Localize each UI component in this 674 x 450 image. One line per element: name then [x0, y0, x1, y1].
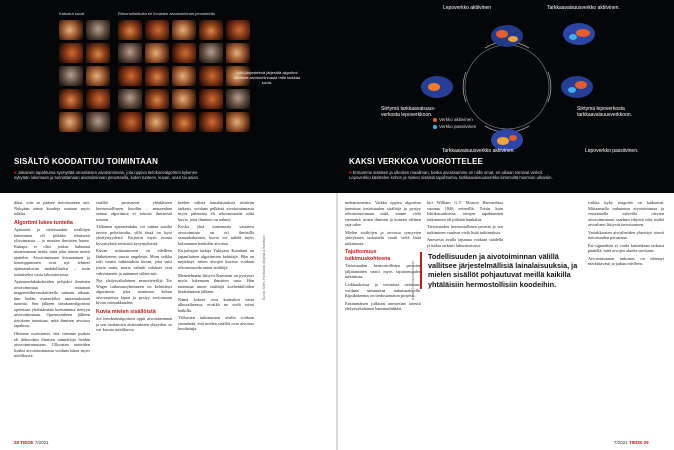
issue-number: 7/2021	[614, 440, 628, 445]
brain-left	[421, 76, 453, 98]
legend-passive-label: Verkko passiivinen	[439, 124, 477, 129]
right-panel-caption	[349, 170, 659, 180]
active-dot-icon	[433, 118, 437, 122]
body-paragraph: Esi-signaalista ei voida kuitenkaan tarkasti päätellä, mitä aivojen alueita tarvitaan.	[588, 242, 664, 254]
body-paragraph: Koska yhtä tuntemusta vastaava aivotoiminta on eri ihmisillä samankaltainen, kuvia voi nähdä myös kolmannen henkilön aivoista.	[178, 224, 254, 246]
viewed-image	[59, 89, 83, 109]
text-column-3	[178, 200, 254, 438]
body-paragraph: Ensimmäisen julkisen anestesian toteutti yhdysvaltalainen hammaslääkäri.	[345, 300, 421, 312]
body-paragraph: Menetelmään liittyvä Kamitani on pystynyt myös lukemaan ihmisten unia. Hän tunnistaa unien sisältöjä koehenkilöiden herättämisen jälkeen.	[178, 272, 254, 295]
photo-credit: Kuvat: Tutkimuksen kuvat	[411, 261, 415, 300]
reconstructed-image	[199, 43, 223, 63]
cycle-arrow	[548, 72, 551, 102]
body-paragraph: Nämä kokeet ovat kuitenkin vasta alkuvaiheessa, eivätkä ne vielä toimi kaikilla.	[178, 296, 254, 313]
reconstructed-image	[118, 20, 142, 40]
viewed-image	[59, 66, 83, 86]
magazine-name: TIEDE	[629, 440, 643, 445]
brain-network-cycle-diagram	[387, 12, 627, 162]
label-default-passive: Lepoverkko passiivinen.	[585, 148, 639, 154]
body-paragraph: mekanismeista. Vaikka oppiva algoritmi tunnistaa tietoisuuden sisältöjä ja pystyy rekonstruoimaan niitä, emme vielä ymmärrä, miten ihmisen ja koneen välinen raja tulee.	[345, 200, 421, 228]
label-transition-to-default: Siirtymä tarkkaavaisuusverkosta lepoverkkoon.	[381, 106, 436, 118]
body-paragraph: kiri William G.T. Morton Harvardissa vuonna 1846 eetterillä. Toisin kuin lehtikuvauksissa, aivojen tapahtumien tutkiminen oli pitkään hankalaa.	[427, 200, 503, 222]
text-column-4	[345, 200, 421, 438]
cycle-ring	[465, 45, 549, 129]
viewed-image	[86, 112, 110, 132]
reconstructed-images-grid	[118, 20, 250, 132]
section-subheading: Tajuttomuus tutkimuskohteena	[345, 249, 391, 262]
section-subheading: Algoritmi lukee tunteita	[14, 219, 73, 226]
magazine-name: TIEDE	[20, 440, 34, 445]
brain-decoding-figure	[0, 0, 337, 193]
body-paragraph: Mielen sisältöjen ja aivoissa syntyvien yhteyksien tarkastelu vaatii vielä lisää tutkimusta.	[345, 229, 421, 246]
body-paragraph: Tällainen ajatustenluku voi tuntua uusilta tavoin pelottavalta, sillä tässä on kyse yksityisyydestä. Kirjoitin myös monia kysymyksiä eettisistä kysymyksistä.	[96, 224, 172, 246]
left-panel-title: SISÄLTÖ KOODATTUU TOIMINTAAN	[14, 157, 159, 166]
label-attention-active-bottom: Tarkkaavaisuusverkko aktiivinen.	[442, 148, 515, 154]
right-caption-line2: Lepoverkko käsittelee kehon ja mielen sisäisiä tapahtumia, tarkkaavaisuusverkko kimmoiltä huomion ulkoisiin.	[349, 175, 553, 181]
pull-quote: Todellisuuden ja aivotoiminnan välillä vallitsee järjestelmällisiä lainalaisuuksia, ja mielen sisällöt pohjautuvat meillä kaikilla yhtäläisiin hermostollisiin koodeihin.	[420, 252, 578, 289]
caption-bullet-icon: ■	[14, 170, 18, 175]
reconstructed-image	[199, 20, 223, 40]
body-paragraph: Tällaisten tutkimusten avulla voidaan ymmärtää, että mielen sisällöt ovat aivoissa koodattuja.	[178, 315, 254, 332]
reconstructed-image	[145, 43, 169, 63]
viewed-image	[59, 20, 83, 40]
group-label-viewed: Katsotut kuvat	[59, 11, 85, 16]
reconstructed-image	[199, 66, 223, 86]
page-number: 29	[643, 440, 649, 445]
text-column-1	[14, 200, 90, 438]
folio-right	[614, 440, 649, 445]
brain-top	[491, 25, 523, 47]
left-caption-line2: nykyään lukemaan ja tunnistamaan aivotoiminnan perusteella, kuten tunteen, kuvan, unen tai asian.	[14, 175, 200, 181]
photo-credit: Kuvat: Shen, Horikawa, Majima & Kamitani	[262, 235, 266, 300]
reconstructed-image	[226, 20, 250, 40]
viewed-image	[59, 43, 83, 63]
reconstructed-image	[145, 20, 169, 40]
body-paragraph: Tietoisuuden hermostollinen perusta ja sen tutkiminen vaativat vielä lisää tutkimuksia.	[427, 224, 503, 235]
body-paragraph: Ajatustenlukukokeiden pohjaksi ihmisten aivotoimintaa mitataan magneettikuvauslaitteella samaan aikaan, kun hedän esimerkiksi tuntemuksiaan tunteita. Sen jälkeen tietokonealgoritmi opetetaan yhdistämään koetuntuma tiettyyn aivotoimintaan. Opetusvaiheen jälkeen tietokone tunnistaa, mitä ihmisen aivoissa tapahtuu.	[14, 279, 90, 329]
reconstructed-image	[172, 43, 196, 63]
reconstructed-image	[118, 43, 142, 63]
left-panel-caption	[14, 170, 314, 180]
reconstructed-image	[226, 112, 250, 132]
network-alternation-figure	[337, 0, 674, 193]
viewed-image	[86, 89, 110, 109]
legend-passive	[433, 124, 476, 129]
reconstructed-image	[172, 66, 196, 86]
text-column-6	[588, 200, 664, 438]
reconstructed-image	[118, 89, 142, 109]
cycle-arrow	[463, 72, 466, 102]
body-paragraph: Tietoisuuden hermostollisten perustan jäljittäminen vaatii myös tajuttomuuden tutkimista.	[345, 263, 421, 280]
reconstructed-image	[172, 20, 196, 40]
text-column-2	[96, 200, 172, 438]
body-paragraph: Kirjoittajan tutkija Yukiyasu Kamitani on japanilainen algoritmien kehittäjä. Hän on näyttänyt, miten aivojen kuvista voidaan rekonstruoida unien sisältöjä.	[178, 248, 254, 271]
body-paragraph: Leikkauksissa ja voinnissa tietoisuus voidaan sammuttaa nukutusaineilla. Kipukokemus on tiedostamaton prosessi.	[345, 282, 421, 299]
reconstructed-image	[145, 89, 169, 109]
body-paragraph: Vastakkaisten aivoalueiden yhteistyö toimii tietoisuuden perustana.	[588, 229, 664, 241]
issue-number: 7/2021	[34, 440, 49, 445]
viewed-image	[59, 112, 83, 132]
algorithm-callout: Näköjärjestelmä järjestää algoritmi tulkitsee aivotoiminnasta mitä tarkkaa kuvia.	[233, 70, 301, 85]
label-default-active: Lepoverkko aktiivinen	[443, 5, 492, 11]
reconstructed-image	[199, 89, 223, 109]
body-paragraph: diksi, eräs se pääsee tietoisuuteen asti. Nykyään nämä koodeja osataan myös tulkita.	[14, 200, 90, 217]
viewed-image	[86, 43, 110, 63]
right-panel-title: KAKSI VERKKOA VUOROTTELEE	[349, 157, 484, 166]
body-paragraph: Ajatusten ja tietoisuuden sisältöjen lukeminen oli pitkään teknisesti ylivoimaista – ja monien ihmisten haave. Kukapa ei olisi joskus halunnut nimenomaan tietää, mitä joku toinen mietti ajattelee. Aivotoiminnan kuvaaminen ja koneoppiminen ovat nyt tehneet ajatustenluvun mahdolliseksi – tosin toistaiseksi vasta laboratoriossa.	[14, 227, 90, 277]
caption-bullet-icon: ■	[349, 170, 353, 175]
reconstructed-image	[226, 43, 250, 63]
brain-top-right	[563, 23, 595, 45]
body-paragraph: Olemme osoittaneet, että voimme purkaa eli dekoodata ihmisen tunnetiloja heidän aivotoiminnastaan. Ulkoisten tunteiden lisäksi aivotoiminnasta voidaan lukea myös mielikuvia.	[14, 330, 90, 359]
body-paragraph: Jos tietokonealgoritmi oppii aivotoiminnan ja sen tuottamien aistimuksien yhteyden, se voi kuvata mielikuvia.	[96, 316, 172, 333]
reconstructed-image	[145, 112, 169, 132]
viewed-image	[86, 20, 110, 40]
body-paragraph: vaikka kyky reagoida on kadonnut. Mittaamalla nukutetun aivotoimintaa ja vertaamalla valveilla olevien aivotoimintaan, saadaan vihjeitä siitä, mitkä aivoalueet liittyvät tietoisuuteen.	[588, 200, 664, 228]
right-caption-line1: Erotamme sisäisen ja ulkoisen maailman, koska aivoissamme on niille omat, eri aikaan toimivat verkot.	[352, 170, 544, 175]
reconstructed-image	[172, 89, 196, 109]
label-transition-to-attention: Siirtymä lepoverkosta tarkkaavaisuusverkkoon.	[577, 106, 633, 118]
viewed-image	[86, 66, 110, 86]
reconstructed-image	[172, 112, 196, 132]
legend-active	[433, 117, 473, 122]
brain-right	[561, 76, 593, 98]
body-paragraph: Aivotoiminnan tutkimus on edennyt merkittävästi ja jatkuu edelleen.	[588, 255, 664, 267]
left-caption-line1: Jokainen tapahtuma synnyttää omanlaisen aivotoiminnan, jota oppiva tietokonealgoritmi kykenee	[17, 170, 198, 175]
section-subheading: Kuvia mielen sisällöistä	[96, 308, 156, 315]
page-number: 28	[14, 440, 20, 445]
reconstructed-image	[145, 66, 169, 86]
reconstructed-image	[226, 89, 250, 109]
passive-dot-icon	[433, 125, 437, 129]
viewed-images-grid	[59, 20, 110, 132]
group-label-reconstructions: Rekonstruktioita eri ihmisten aivotoiminnan perusteella	[118, 11, 215, 16]
reconstructed-image	[199, 112, 223, 132]
body-paragraph: Nyt yhdysvaltalainen neurotieteilijä Tor Wager tutkimusryhmineen on kehittänyt algoritmin, joka tunnistaa kehon aivovasteista kipua ja pystyy arvioimaan kivun voimakkuuden.	[96, 278, 172, 306]
text-column-5	[427, 200, 503, 248]
label-attention-active-top: Tarkkaavaisuusverkko aktiivinen.	[547, 5, 620, 11]
folio-left	[14, 440, 49, 445]
body-paragraph: Anestesia avulla tajuntaa voidaan säädellä ja tutkia tarkasti laboratoriossa.	[427, 237, 503, 248]
body-paragraph: keiden välisiä lainalaisuuksia riittävän tarkasti, voidaan pelkästä aivotoiminnasta myös palauttaa eli rekonstruoida niitä kuvia, joita ihminen on nähnyt.	[178, 200, 254, 222]
body-paragraph: Kuvan mittaamiseen on edelleen lääketieteen suurta ongelmia. Moni seikka toki vaatisi tutkimuksia kuvaa, joka saisi jotain uutta, mutta valmiit tulokset ovat vahvistaneet ja auttaneet siihen asti.	[96, 248, 172, 276]
reconstructed-image	[118, 66, 142, 86]
legend-active-label: Verkko aktiivinen	[439, 117, 473, 122]
body-paragraph: sisällöt perustuvat yhtäläiseen hermostolliseen koodiin – muutenhan samaa algoritmia ei toimisi ihmisestä toiseen.	[96, 200, 172, 222]
reconstructed-image	[118, 112, 142, 132]
